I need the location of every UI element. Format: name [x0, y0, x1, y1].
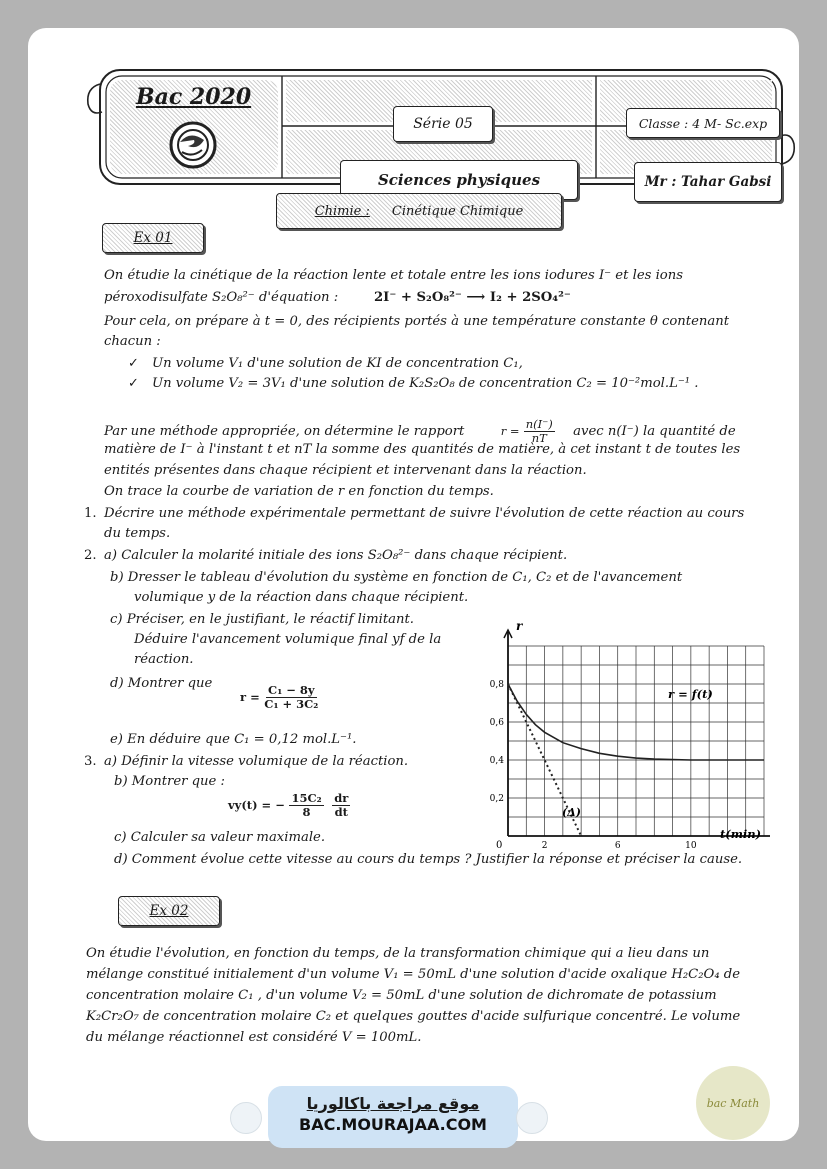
serie-box: Série 05 — [393, 106, 493, 142]
q3-number: 3. — [84, 754, 97, 769]
q2c-text-line2: Déduire l'avancement volumique final yf de la — [134, 632, 442, 647]
worksheet-page — [28, 28, 799, 1141]
site-name-arabic: موقع مراجعة باكالوريا — [306, 1094, 480, 1113]
y-tick-label: 0,4 — [489, 756, 504, 766]
q1-number: 1. — [84, 506, 97, 521]
ex01-intro-line4: chacun : — [104, 334, 161, 349]
ex02-line3: concentration molaire C₁ , d'un volume V₂ = 50mL d'une solution de dichromate de potassium — [86, 988, 717, 1003]
chapter-box — [276, 193, 562, 229]
ex01-intro-line1: On étudie la cinétique de la réaction lente et totale entre les ions iodures I⁻ et les ions — [104, 268, 684, 283]
q3d-text: d) Comment évolue cette vitesse au cours du temps ? Justifier la réponse et préciser la cause. — [114, 852, 743, 867]
x-tick-label: 6 — [614, 841, 621, 851]
bac-year: Bac 2020 — [136, 84, 252, 110]
ex02-line1: On étudie l'évolution, en fonction du temps, de la transformation chimique qui a lieu dans un — [86, 946, 710, 961]
x-tick-label: 2 — [541, 841, 548, 851]
ex02-line4: K₂Cr₂O₇ de concentration molaire C₂ et quelques gouttes d'acide sulfurique concentré. Le volume — [86, 1009, 741, 1024]
site-logo-right-icon — [516, 1102, 548, 1134]
ex01-title-box: Ex 01 — [102, 223, 204, 253]
q3b-text: b) Montrer que : — [114, 774, 225, 789]
site-logo-left-icon — [230, 1102, 262, 1134]
ex01-bullet2: Un volume V₂ = 3V₁ d'une solution de K₂S₂O₈ de concentration C₂ = 10⁻²mol.L⁻¹ . — [152, 376, 699, 391]
check-icon: ✓ — [128, 356, 140, 371]
ex01-p3: entités présentes dans chaque récipient et intervenant dans la réaction. — [104, 463, 587, 478]
q2a-text: a) Calculer la molarité initiale des ions S₂O₈²⁻ dans chaque récipient. — [104, 548, 568, 563]
y-tick-label: 0,8 — [489, 680, 504, 690]
site-url[interactable]: BAC.MOURAJAA.COM — [299, 1115, 487, 1134]
q2c-text-line1: c) Préciser, en le justifiant, le réactif limitant. — [110, 612, 414, 627]
q1-text-line2: du temps. — [104, 526, 171, 541]
subject-box: Sciences physiques — [340, 160, 578, 200]
y-tick-label: 0,6 — [489, 718, 504, 728]
ex02-line2: mélange constitué initialement d'un volume V₁ = 50mL d'une solution d'acide oxalique H₂C₂O₄ de — [86, 967, 741, 982]
header-scroll — [86, 64, 796, 190]
y-tick-label: 0,2 — [489, 794, 504, 804]
chapter-label: Chimie : — [314, 203, 370, 219]
velocity-formula: vy(t) = − $\frac{\text{15C₂}}{8}$ $\frac{dr}{dt}$ — [228, 791, 349, 819]
r-formula: r = $\frac{\text{C₁ − 8y}}{\text{C₁ + 3C₂}}$ — [240, 683, 319, 711]
q3a-text: a) Définir la vitesse volumique de la réaction. — [104, 754, 409, 769]
q2-number: 2. — [84, 548, 97, 563]
y-axis-label: r — [516, 619, 523, 633]
ex01-bullet1: Un volume V₁ d'une solution de KI de concentration C₁, — [152, 356, 523, 371]
graph-axes — [504, 630, 770, 836]
ex01-p2: matière de I⁻ à l'instant t et nT la somme des quantités de matière, à cet instant t de toutes les — [104, 442, 741, 457]
ex01-equation: 2I⁻ + S₂O₈²⁻ ⟶ I₂ + 2SO₄²⁻ — [374, 290, 571, 305]
q2d-text: d) Montrer que — [110, 676, 213, 691]
ex02-line5: du mélange réactionnel est considéré V = 100mL. — [86, 1030, 422, 1045]
curve-label: r = f(t) — [668, 687, 713, 701]
ex01-p4: On trace la courbe de variation de r en fonction du temps. — [104, 484, 494, 499]
x-axis-label: t(min) — [720, 827, 762, 841]
classe-box: Classe : 4 M- Sc.exp — [626, 108, 780, 138]
q2b-text-line1: b) Dresser le tableau d'évolution du système en fonction de C₁, C₂ et de l'avancement — [110, 570, 683, 585]
q2b-text-line2: volumique y de la réaction dans chaque récipient. — [134, 590, 469, 605]
bacmath-badge: bac Math — [696, 1066, 770, 1140]
footer-site-banner[interactable] — [268, 1086, 518, 1148]
q3c-text: c) Calculer sa valeur maximale. — [114, 830, 326, 845]
kinetics-graph — [472, 612, 772, 851]
tangent-label: (Δ) — [562, 806, 581, 819]
ex01-intro-line3: Pour cela, on prépare à t = 0, des récipients portés à une température constante θ contenant — [104, 314, 730, 329]
chapter-theme: Cinétique Chimique — [391, 203, 524, 219]
teacher-box: Mr : Tahar Gabsi — [634, 162, 782, 202]
q1-text-line1: Décrire une méthode expérimentale permettant de suivre l'évolution de cette réaction au cours — [104, 506, 745, 521]
logo-emblem-icon — [168, 120, 218, 170]
ex01-intro-line2: péroxodisulfate S₂O₈²⁻ d'équation : — [104, 290, 339, 305]
q2e-text: e) En déduire que C₁ = 0,12 mol.L⁻¹. — [110, 732, 357, 747]
ex02-title-box: Ex 02 — [118, 896, 220, 926]
q2c-text-line3: réaction. — [134, 652, 194, 667]
ex01-ratio-line: Par une méthode appropriée, on détermine le rapport r = $\frac{n(I^-)}{nT}$ avec n(I⁻) la quantité de — [104, 417, 736, 445]
origin-label: 0 — [496, 840, 503, 851]
check-icon: ✓ — [128, 376, 140, 391]
x-tick-label: 10 — [685, 841, 697, 851]
graph-grid — [508, 646, 764, 836]
